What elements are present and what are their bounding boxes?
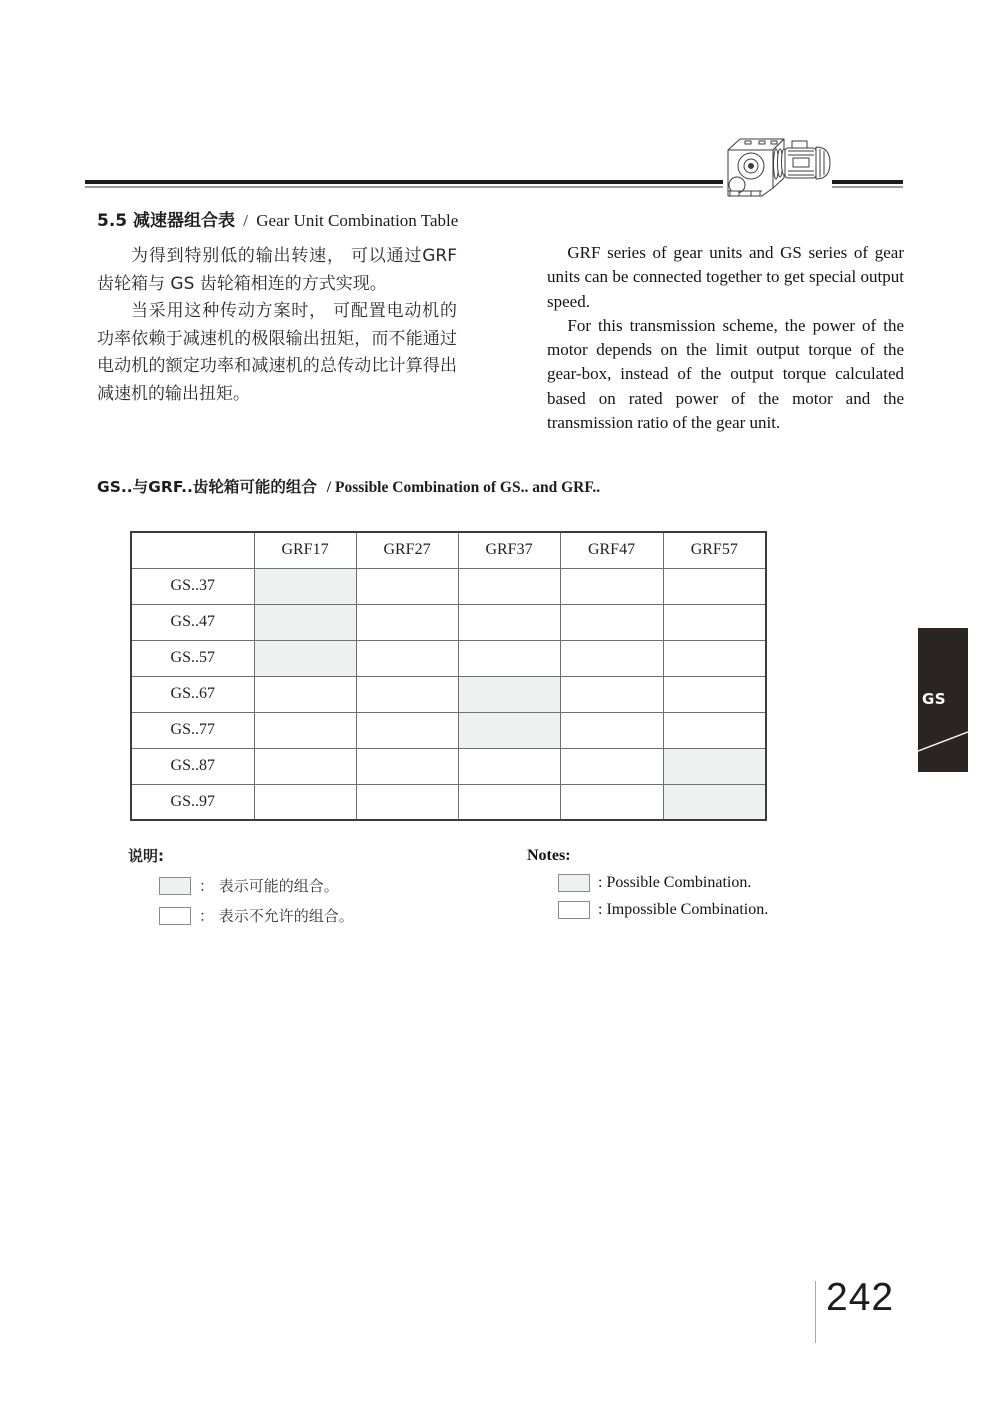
combination-cell-impossible: [560, 712, 663, 748]
row-header: GS..57: [131, 640, 254, 676]
combination-cell-impossible: [663, 604, 766, 640]
combination-cell-possible: [458, 712, 560, 748]
combination-cell-possible: [254, 604, 356, 640]
table-corner-cell: [131, 532, 254, 568]
legend-english: [527, 847, 768, 919]
combination-cell-impossible: [254, 748, 356, 784]
combination-cell-possible: [663, 784, 766, 820]
gearmotor-icon: [718, 128, 838, 204]
row-header: GS..47: [131, 604, 254, 640]
row-header: GS..97: [131, 784, 254, 820]
legend-chinese: [128, 845, 354, 926]
combination-cell-impossible: [458, 568, 560, 604]
row-header: GS..67: [131, 676, 254, 712]
combination-cell-impossible: [254, 712, 356, 748]
combination-cell-impossible: [560, 568, 663, 604]
section-title: [97, 206, 458, 231]
column-header: GRF27: [356, 532, 458, 568]
combination-cell-impossible: [356, 640, 458, 676]
legend-zh-possible-item: [159, 875, 354, 896]
combination-cell-impossible: [356, 748, 458, 784]
legend-en-impossible-item: [558, 901, 768, 919]
page-number: 242: [826, 1276, 895, 1319]
row-header: GS..87: [131, 748, 254, 784]
combination-cell-impossible: [458, 640, 560, 676]
legend-zh-impossible-label: ： 表示不允许的组合。: [199, 907, 354, 925]
column-header: GRF47: [560, 532, 663, 568]
side-tab-label: GS: [922, 690, 947, 708]
intro-english-column: [547, 241, 904, 435]
legend-possible-swatch: [159, 877, 191, 895]
combination-cell-possible: [458, 676, 560, 712]
intro-chinese-column: [97, 243, 457, 408]
legend-en-impossible-label: : Impossible Combination.: [598, 901, 769, 918]
combination-cell-impossible: [458, 784, 560, 820]
side-index-tab: [918, 628, 968, 772]
legend-zh-possible-label: ： 表示可能的组合。: [199, 877, 339, 895]
header-rule-right: [832, 180, 903, 188]
combination-cell-impossible: [458, 748, 560, 784]
combination-cell-possible: [663, 748, 766, 784]
intro-zh-paragraph-2: 当采用这种传动方案时， 可配置电动机的功率依赖于减速机的极限输出扭矩，而不能通过电动机的额定功率和减速机的总传动比计算得出减速机的输出扭矩。: [97, 301, 457, 404]
combination-cell-impossible: [254, 784, 356, 820]
header-rule-gray: [85, 186, 723, 188]
section-title-divider: /: [243, 211, 249, 230]
combination-cell-impossible: [663, 640, 766, 676]
tab-diagonal-line: [918, 628, 968, 772]
combination-cell-impossible: [560, 604, 663, 640]
combination-cell-impossible: [663, 712, 766, 748]
combination-cell-impossible: [356, 676, 458, 712]
column-header: GRF17: [254, 532, 356, 568]
combination-heading-zh: GS..与GRF..齿轮箱可能的组合: [97, 478, 317, 496]
header-rule-left: [85, 180, 723, 188]
legend-en-title: Notes:: [527, 847, 571, 864]
combination-cell-impossible: [663, 676, 766, 712]
combination-cell-impossible: [663, 568, 766, 604]
intro-en-paragraph-1: GRF series of gear units and GS series of gear units can be connected together to get special output speed.: [547, 243, 904, 311]
combination-cell-impossible: [560, 748, 663, 784]
combination-heading-en: / Possible Combination of GS.. and GRF..: [326, 479, 601, 496]
section-title-en: Gear Unit Combination Table: [256, 211, 459, 230]
page-number-rule: [815, 1281, 816, 1343]
combination-heading: [97, 475, 600, 497]
combination-cell-impossible: [560, 640, 663, 676]
legend-en-possible-item: [558, 874, 768, 892]
combination-cell-possible: [254, 568, 356, 604]
combination-cell-impossible: [560, 784, 663, 820]
combination-table: [130, 531, 767, 821]
combination-cell-impossible: [356, 784, 458, 820]
legend-impossible-swatch: [558, 901, 590, 919]
column-header: GRF57: [663, 532, 766, 568]
legend-zh-impossible-item: [159, 905, 354, 926]
legend-impossible-swatch: [159, 907, 191, 925]
legend-zh-title: 说明:: [128, 847, 164, 865]
legend-en-possible-label: : Possible Combination.: [598, 874, 752, 891]
combination-cell-impossible: [356, 712, 458, 748]
combination-cell-impossible: [356, 604, 458, 640]
intro-zh-paragraph-1: 为得到特别低的输出转速， 可以通过GRF齿轮箱与 GS 齿轮箱相连的方式实现。: [97, 246, 457, 294]
row-header: GS..77: [131, 712, 254, 748]
combination-cell-impossible: [356, 568, 458, 604]
column-header: GRF37: [458, 532, 560, 568]
combination-cell-impossible: [560, 676, 663, 712]
section-title-zh: 5.5 减速器组合表: [97, 211, 236, 231]
legend-possible-swatch: [558, 874, 590, 892]
combination-cell-impossible: [254, 676, 356, 712]
row-header: GS..37: [131, 568, 254, 604]
intro-en-paragraph-2: For this transmission scheme, the power of the motor depends on the limit output torque of the gear-box, instead of the output torque calculated based on rated power of the motor and the transmission ratio of the gear unit.: [547, 315, 904, 433]
combination-cell-impossible: [458, 604, 560, 640]
combination-cell-possible: [254, 640, 356, 676]
